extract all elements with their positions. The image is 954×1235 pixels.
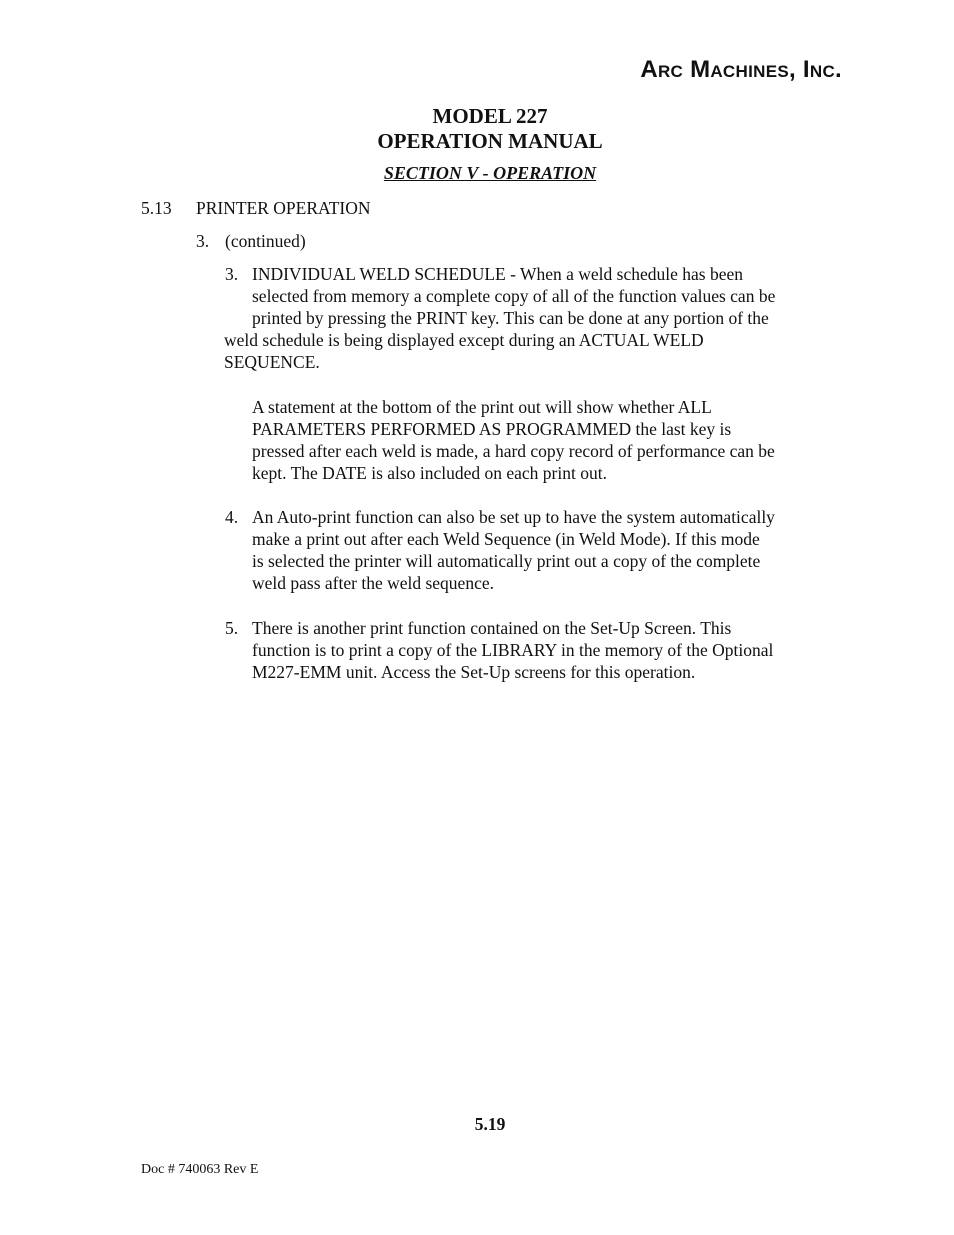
subitem-3-paragraph — [252, 263, 775, 329]
paragraph-line: selected from memory a complete copy of all of the function values can be — [252, 286, 776, 306]
item-3-number: 3. — [196, 231, 210, 251]
page-number: 5.19 — [474, 1114, 506, 1134]
item-4-paragraph — [252, 506, 775, 594]
paragraph-line: is selected the printer will automatically print out a copy of the complete — [252, 551, 761, 571]
paragraph-line: weld pass after the weld sequence. — [252, 573, 494, 593]
item-5-paragraph — [252, 617, 773, 683]
subitem-3-paragraph-continued — [224, 329, 704, 373]
paragraph-line: printed by pressing the PRINT key. This can be done at any portion of the — [252, 308, 769, 328]
item-3-text: (continued) — [225, 231, 306, 251]
paragraph-line: make a print out after each Weld Sequence (in Weld Mode). If this mode — [252, 529, 760, 549]
item-5-number: 5. — [225, 618, 239, 638]
section-heading — [0, 163, 954, 184]
paragraph-line: weld schedule is being displayed except during an ACTUAL WELD — [224, 330, 704, 350]
paragraph-line: function is to print a copy of the LIBRARY in the memory of the Optional — [252, 640, 774, 660]
subitem-3-number: 3. — [225, 264, 239, 284]
paragraph-line: INDIVIDUAL WELD SCHEDULE - When a weld schedule has been — [252, 264, 743, 284]
section-heading-text: SECTION V - OPERATION — [383, 163, 597, 183]
paragraph-line: SEQUENCE. — [224, 352, 320, 372]
paragraph-line: An Auto-print function can also be set up to have the system automatically — [252, 507, 775, 527]
section-number: 5.13 — [141, 198, 172, 218]
section-title: PRINTER OPERATION — [196, 198, 371, 218]
company-logo: Arc Machines, Inc. — [640, 56, 842, 83]
manual-title-model: MODEL 227 — [432, 104, 548, 128]
paragraph-line: PARAMETERS PERFORMED AS PROGRAMMED the last key is — [252, 419, 732, 439]
paragraph-line: M227-EMM unit. Access the Set-Up screens for this operation. — [252, 662, 696, 682]
paragraph-line: pressed after each weld is made, a hard copy record of performance can be — [252, 441, 775, 461]
paragraph-line: There is another print function contained on the Set-Up Screen. This — [252, 618, 732, 638]
paragraph-line: kept. The DATE is also included on each print out. — [252, 463, 607, 483]
paragraph-line: A statement at the bottom of the print out will show whether ALL — [252, 397, 712, 417]
manual-title-operation: OPERATION MANUAL — [377, 129, 603, 153]
document-number: Doc # 740063 Rev E — [141, 1162, 259, 1177]
statement-paragraph — [252, 396, 775, 484]
item-4-number: 4. — [225, 507, 239, 527]
